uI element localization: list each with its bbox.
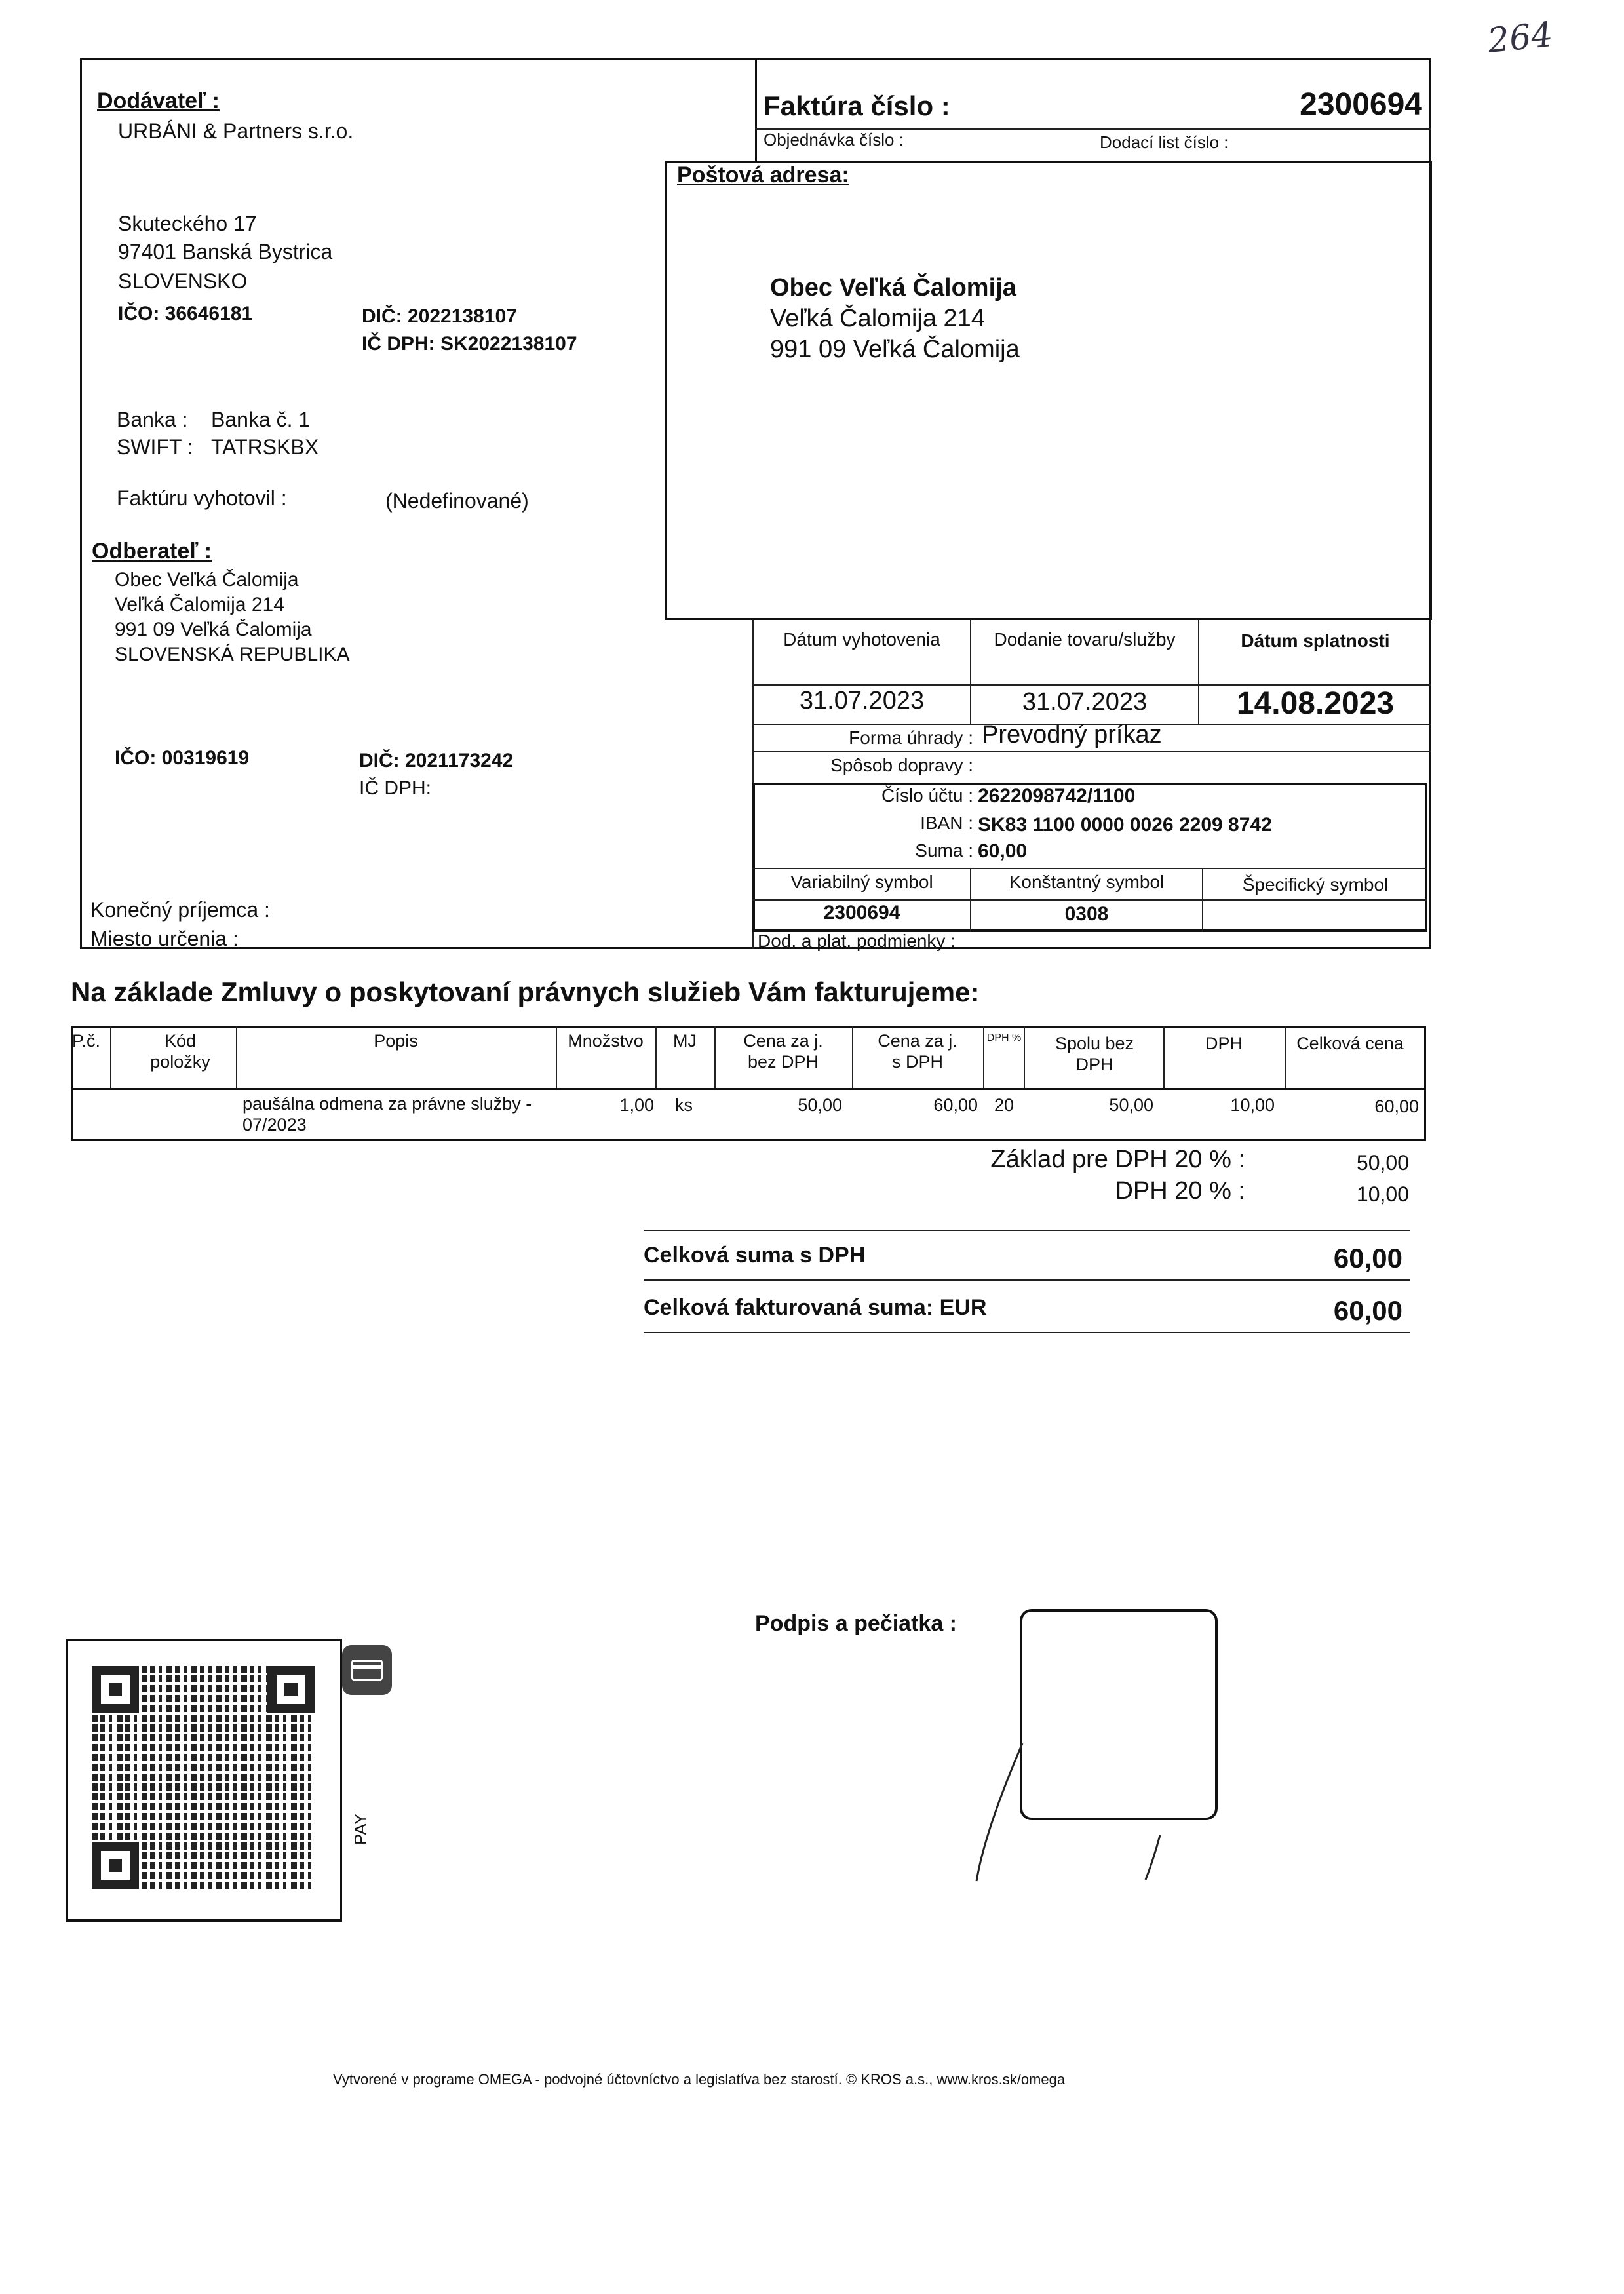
col-line-8: [1024, 1026, 1025, 1088]
th-unit: MJ: [673, 1031, 697, 1051]
invoice-title: Faktúra číslo :: [764, 90, 950, 121]
invoiced-total-label: Celková fakturovaná suma: EUR: [644, 1295, 987, 1320]
due-date: 14.08.2023: [1236, 686, 1395, 721]
customer-heading: Odberateľ :: [92, 539, 212, 564]
conditions-label: Dod. a plat. podmienky :: [758, 931, 956, 951]
supplier-dic: DIČ: 2022138107: [362, 305, 517, 327]
sum-label: Suma :: [915, 840, 973, 861]
th-qty: Množstvo: [568, 1031, 644, 1051]
th-price-net: Cena za j. bez DPH: [743, 1031, 823, 1072]
vs-label: Variabilný symbol: [790, 872, 933, 892]
page-note: 264: [1486, 14, 1555, 62]
td-price-net: 50,00: [798, 1095, 842, 1115]
final-recipient-label: Konečný príjemca :: [90, 898, 270, 922]
payment-method-label: Forma úhrady :: [849, 728, 973, 748]
customer-city: 991 09 Veľká Čalomija: [115, 619, 312, 640]
header-divider: [755, 58, 757, 163]
footer-note: Vytvorené v programe OMEGA - podvojné účtovníctvo a legislatíva bez starostí. © KROS a.s., www.kros.sk/omega: [333, 2071, 1066, 2088]
account-number: 2622098742/1100: [978, 785, 1136, 807]
customer-ic-dph: IČ DPH:: [359, 777, 432, 799]
totals-line-1: [644, 1230, 1410, 1231]
issued-by-value: (Nedefinované): [385, 489, 529, 513]
delivery-date-label: Dodanie tovaru/služby: [994, 629, 1176, 650]
postal-name: Obec Veľká Čalomija: [770, 274, 1016, 301]
ks-value: 0308: [1064, 903, 1109, 925]
delivery-date: 31.07.2023: [1022, 688, 1148, 716]
postal-address-box: [665, 161, 1432, 620]
col-line-5: [714, 1026, 716, 1088]
symbols-mid-line: [752, 899, 1427, 901]
col-line-10: [1285, 1026, 1286, 1088]
td-qty: 1,00: [619, 1095, 654, 1115]
delivery-note-label: Dodací list číslo :: [1100, 132, 1229, 152]
td-vat-rate: 20: [994, 1095, 1015, 1115]
transport-label: Spôsob dopravy :: [830, 755, 973, 775]
signature-label: Podpis a pečiatka :: [755, 1611, 957, 1636]
pay-label: PAY: [351, 1813, 370, 1845]
due-date-label: Dátum splatnosti: [1241, 631, 1390, 651]
ss-label: Špecifický symbol: [1242, 874, 1389, 895]
th-total-net: Spolu bez DPH: [1054, 1034, 1134, 1074]
account-label: Číslo účtu :: [881, 785, 973, 806]
qr-finder-tl: [92, 1666, 139, 1713]
td-price-gross: 60,00: [933, 1095, 978, 1115]
supplier-bank-value: Banka č. 1: [211, 408, 311, 431]
supplier-country: SLOVENSKO: [118, 269, 248, 293]
col-line-6: [852, 1026, 853, 1088]
invoice-number: 2300694: [1300, 87, 1422, 122]
issue-date: 31.07.2023: [799, 687, 925, 714]
td-total: 60,00: [1374, 1097, 1419, 1116]
supplier-name: URBÁNI & Partners s.r.o.: [118, 119, 354, 143]
iban-label: IBAN :: [920, 813, 973, 833]
vat-amount-value: 10,00: [1356, 1182, 1409, 1206]
vs-value: 2300694: [823, 902, 900, 923]
td-unit: ks: [675, 1095, 693, 1115]
invoiced-total-value: 60,00: [1333, 1295, 1402, 1326]
postal-city: 991 09 Veľká Čalomija: [770, 336, 1020, 363]
th-pc: P.č.: [72, 1031, 101, 1051]
th-vat: DPH: [1205, 1034, 1243, 1053]
td-desc: paušálna odmena za právne služby - 07/2023: [242, 1094, 532, 1135]
order-number-label: Objednávka číslo :: [764, 130, 904, 149]
payment-method-line: [752, 751, 1431, 752]
issue-date-label: Dátum vyhotovenia: [783, 629, 940, 650]
total-with-vat-label: Celková suma s DPH: [644, 1243, 866, 1268]
signature-lines: [963, 1730, 1173, 1888]
table-top-line: [71, 1026, 1426, 1028]
supplier-swift-label: SWIFT :: [117, 435, 193, 459]
customer-street: Veľká Čalomija 214: [115, 594, 284, 615]
issued-by-label: Faktúru vyhotovil :: [117, 486, 287, 510]
supplier-swift-value: TATRSKBX: [211, 435, 319, 459]
symbols-top-line: [752, 868, 1427, 869]
total-with-vat-value: 60,00: [1333, 1243, 1402, 1273]
supplier-heading: Dodávateľ :: [97, 88, 220, 113]
supplier-street: Skuteckého 17: [118, 212, 257, 235]
table-header-bottom-line: [71, 1088, 1426, 1090]
td-total-net: 50,00: [1109, 1095, 1153, 1115]
vat-base-value: 50,00: [1356, 1151, 1409, 1175]
supplier-bank-label: Banka :: [117, 408, 188, 431]
th-total: Celková cena: [1296, 1034, 1404, 1053]
customer-name: Obec Veľká Čalomija: [115, 569, 299, 591]
table-right-line: [1424, 1026, 1426, 1139]
th-vat-rate: DPH %: [986, 1032, 1022, 1043]
th-code: Kód položky: [150, 1031, 210, 1072]
td-vat: 10,00: [1230, 1095, 1275, 1115]
ks-label: Konštantný symbol: [1009, 872, 1165, 892]
totals-line-3: [644, 1332, 1410, 1333]
supplier-ic-dph: IČ DPH: SK2022138107: [362, 333, 577, 355]
customer-ico: IČO: 00319619: [115, 747, 250, 769]
sum-value: 60,00: [978, 840, 1028, 862]
th-price-gross: Cena za j. s DPH: [878, 1031, 957, 1072]
card-icon: [342, 1645, 392, 1695]
customer-country: SLOVENSKÁ REPUBLIKA: [115, 644, 350, 665]
qr-finder-tr: [267, 1666, 315, 1713]
customer-dic: DIČ: 2021173242: [359, 750, 514, 771]
vat-base-label: Základ pre DPH 20 % :: [990, 1146, 1245, 1173]
th-desc: Popis: [374, 1031, 418, 1051]
iban: SK83 1100 0000 0026 2209 8742: [978, 814, 1272, 836]
payment-method: Prevodný príkaz: [982, 721, 1162, 748]
postal-street: Veľká Čalomija 214: [770, 305, 985, 332]
table-bottom-line: [71, 1139, 1426, 1141]
vat-amount-label: DPH 20 % :: [1115, 1177, 1245, 1205]
qr-finder-bl: [92, 1842, 139, 1889]
supplier-city: 97401 Banská Bystrica: [118, 240, 333, 263]
supplier-ico: IČO: 36646181: [118, 303, 253, 324]
postal-heading: Poštová adresa:: [677, 163, 849, 187]
items-intro: Na základe Zmluvy o poskytovaní právnych služieb Vám fakturujeme:: [71, 977, 980, 1007]
destination-label: Miesto určenia :: [90, 927, 239, 950]
totals-line-2: [644, 1279, 1410, 1281]
